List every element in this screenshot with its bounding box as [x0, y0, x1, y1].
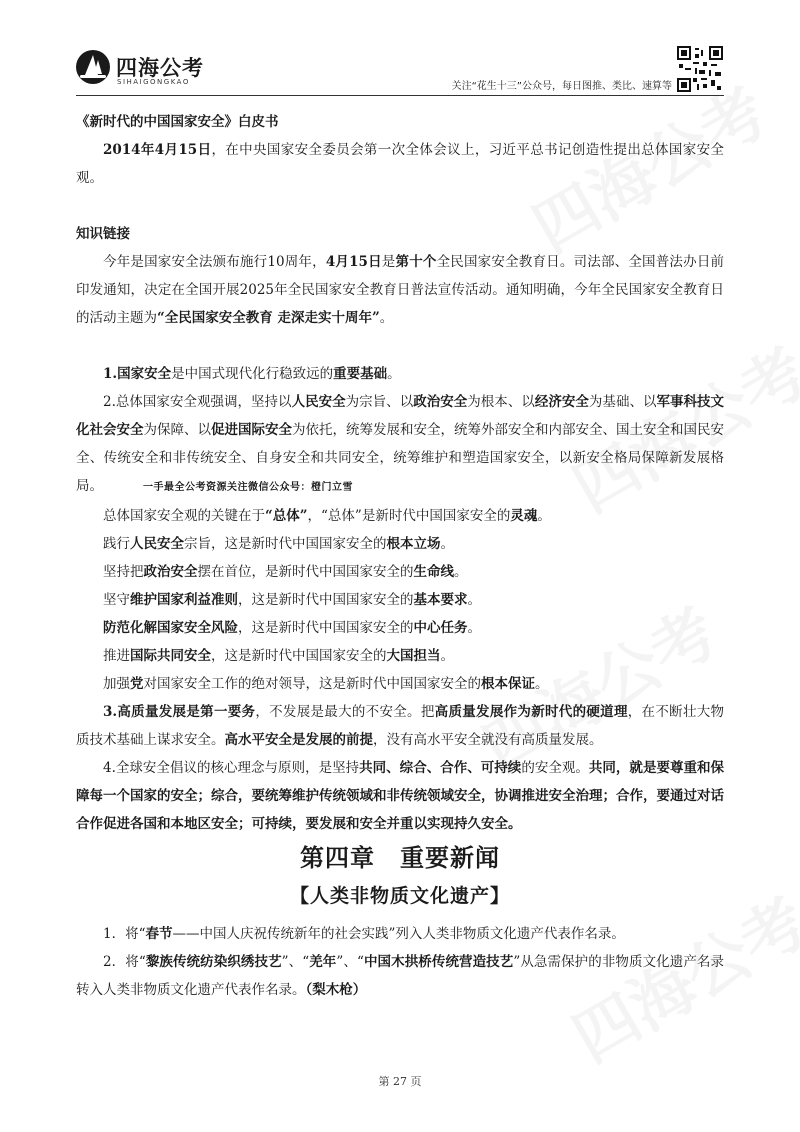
paragraph: 今年是国家安全法颁布施行10周年，4月15日是第十个全民国家安全教育日。司法部、全国普法办日前印发通知，决定在全国开展2025年全民国家安全教育日普法宣传活动。通知明确，今年全民国家安全教育日的活动主题为“全民国家安全教育 走深走实十周年”。 — [76, 254, 725, 326]
paragraph: 2014年4月15日，在中央国家安全委员会第一次全体会议上，习近平总书记创造性提出总体国家安全观。 — [76, 142, 724, 186]
page-header — [0, 0, 800, 105]
paragraph: 加强党对国家安全工作的绝对领导，这是新时代中国国家安全的根本保证。 — [103, 676, 549, 692]
paragraph: 坚守维护国家利益准则，这是新时代中国国家安全的基本要求。 — [103, 592, 481, 608]
brand-logo — [76, 50, 226, 90]
page-number: 第 27 页 — [378, 1075, 422, 1088]
promo-text: 一手最全公考资源关注微信公众号：橙门立雪 — [143, 482, 353, 493]
page-body — [76, 108, 724, 1004]
paragraph: 坚持把政治安全摆在首位，是新时代中国国家安全的生命线。 — [103, 564, 468, 580]
list-item: 1．将“春节——中国人庆祝传统新年的社会实践”列入人类非物质文化遗产代表作名录。 — [103, 926, 625, 942]
header-slogan: 关注“花生十三”公众号，每日图推、类比、速算等 — [451, 81, 672, 92]
paragraph: 总体国家安全观的关键在于“总体”，“总体”是新时代中国国家安全的灵魂。 — [103, 508, 551, 524]
knowledge-link-heading: 知识链接 — [76, 226, 130, 242]
qr-code-icon — [677, 46, 723, 92]
paragraph: 践行人民安全宗旨，这是新时代中国国家安全的根本立场。 — [103, 536, 454, 552]
list-item: 2.总体国家安全观强调，坚持以人民安全为宗旨、以政治安全为根本、以经济安全为基础、以军事科技文化社会安全为保障、以促进国际安全为依托，统筹发展和安全，统筹外部安全和内部安全、国土安全和国民安全、传统安全和非传统安全、自身安全和共同安全，统筹维护和塑造国家安全，以新安全格局保障新发展格局。 一手最全公考资源关注微信公众号：橙门立雪 — [76, 394, 725, 494]
brand-subtitle: SIHAIGONGKAO — [117, 78, 190, 86]
brand-name: 四海公考 — [116, 56, 204, 80]
list-item: 4.全球安全倡议的核心理念与原则，是坚持共同、综合、合作、可持续的安全观。共同，就是要尊重和保障每一个国家的安全；综合，要统筹维护传统领域和非传统领域安全，协调推进安全治理；合作，要通过对话合作促进各国和本地区安全；可持续，要发展和安全并重以实现持久安全。 — [76, 760, 725, 832]
sailboat-icon — [76, 50, 110, 84]
header-divider — [76, 95, 724, 96]
paragraph: 推进国际共同安全，这是新时代中国国家安全的大国担当。 — [103, 648, 454, 664]
paragraph: 防范化解国家安全风险，这是新时代中国国家安全的中心任务。 — [103, 620, 481, 636]
whitepaper-title: 《新时代的中国国家安全》白皮书 — [76, 114, 279, 130]
section-title: 【人类非物质文化遗产】 — [289, 885, 510, 907]
list-item: 3.高质量发展是第一要务，不发展是最大的不安全。把高质量发展作为新时代的硬道理，在不断壮大物质技术基础上谋求安全。高水平安全是发展的前提，没有高水平安全就没有高质量发展。 — [76, 704, 725, 748]
list-item: 1.国家安全是中国式现代化行稳致远的重要基础。 — [103, 366, 401, 382]
chapter-title: 第四章 重要新闻 — [300, 844, 500, 872]
list-item: 2．将“黎族传统纺染织绣技艺”、“羌年”、“中国木拱桥传统营造技艺”从急需保护的非物质文化遗产名录转入人类非物质文化遗产代表作名录。（梨木枪） — [76, 954, 725, 998]
